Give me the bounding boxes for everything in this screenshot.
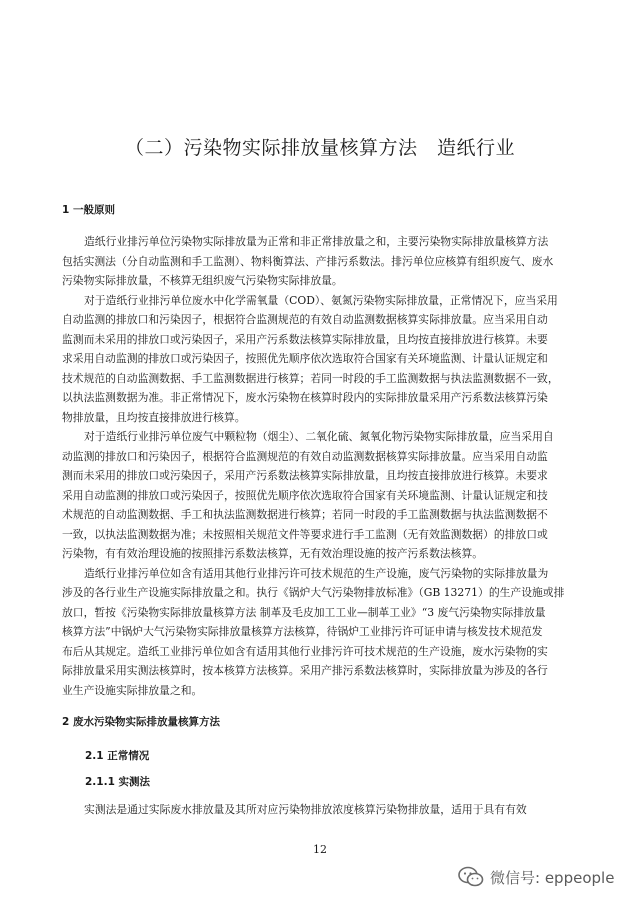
- text-line: 一致，以执法监测数据为准；未按照相关规范文件等要求进行手工监测（无有效监测数据）的排放口或: [62, 527, 548, 541]
- text-line: 监测而未采用的排放口或污染因子，采用产污系数法核算实际排放量，且均按直接排放进行核算。未要: [62, 332, 548, 346]
- section-1-body: [62, 232, 580, 700]
- text-line: 动监测的排放口和污染因子，根据符合监测规范的有效自动监测数据核算实际排放量。应当采用自动监: [62, 449, 548, 463]
- text-line: 术规范的自动监测数据、手工和执法监测数据进行核算；若同一时段的手工监测数据与执法监测数据不: [62, 508, 548, 521]
- text-line: 污染物实际排放量，不核算无组织废气污染物实际排放量。: [62, 274, 343, 287]
- text-line: 包括实测法（分自动监测和手工监测）、物料衡算法、产排污系数法。排污单位应核算有组织废气、废水: [62, 254, 554, 268]
- text-line: 求采用自动监测的排放口或污染因子，按照优先顺序依次选取符合国家有关环境监测、计量认证规定和: [62, 352, 548, 365]
- text-line: 污染物，有有效治理设施的按照排污系数法核算，无有效治理设施的按产污系数法核算。: [62, 547, 484, 560]
- section-2-body: [62, 800, 580, 820]
- text-line: 业生产设施实际排放量之和。: [62, 683, 203, 697]
- page-number: 12: [313, 843, 327, 856]
- text-line: 实测法是通过实际废水排放量及其所对应污染物排放浓度核算污染物排放量，适用于具有有效: [84, 803, 527, 816]
- subsection-2-1-1-heading: 2.1.1 实测法: [85, 776, 151, 788]
- section-1-heading: 1 一般原则: [62, 204, 115, 216]
- page-title: （二）污染物实际排放量核算方法 造纸行业: [124, 137, 515, 159]
- text-line: 造纸行业排污单位污染物实际排放量为正常和非正常排放量之和，主要污染物实际排放量核算方法: [84, 235, 549, 248]
- text-line: 布后从其规定。造纸工业排污单位如含有适用其他行业排污许可技术规范的生产设施，废水污染物的实: [62, 644, 548, 658]
- text-line: 以执法监测数据为准。非正常情况下，废水污染物在核算时段内的实际排放量采用产污系数法核算污染: [62, 391, 548, 404]
- text-line: 涉及的各行业生产设施实际排放量之和。执行《锅炉大气污染物排放标准》（GB 13271）的生产设施或排: [62, 586, 565, 599]
- paragraph-4: [62, 564, 580, 701]
- text-line: 际排放量采用实测法核算时，按本核算方法核算。采用产排污系数法核算时，实际排放量为涉及的各行: [62, 664, 548, 677]
- paragraph-1: [62, 232, 580, 291]
- text-line: 对于造纸行业排污单位废气中颗粒物（烟尘）、二氧化硫、氮氧化物污染物实际排放量，应当采用自: [84, 430, 554, 443]
- section-2-heading: 2 废水污染物实际排放量核算方法: [62, 716, 220, 728]
- paragraph-3: [62, 427, 580, 564]
- subsection-2-1-heading: 2.1 正常情况: [85, 750, 150, 762]
- text-line: 对于造纸行业排污单位废水中化学需氧量（COD）、氨氮污染物实际排放量，正常情况下，应当采用: [84, 293, 558, 307]
- text-line: 测而未采用的排放口或污染因子，采用产污系数法核算实际排放量，且均按直接排放进行核算。未要求: [62, 469, 548, 482]
- text-line: 核算方法”中锅炉大气污染物实际排放量核算方法核算，待锅炉工业排污许可证申请与核发技术规范发: [62, 625, 543, 638]
- wechat-icon: [458, 866, 484, 888]
- text-line: 技术规范的自动监测数据、手工监测数据进行核算；若同一时段的手工监测数据与执法监测数据不一致，: [62, 371, 559, 385]
- text-line: 自动监测的排放口和污染因子，根据符合监测规范的有效自动监测数据核算实际排放量。应当采用自动: [62, 313, 548, 326]
- watermark-text: 微信号: eppeople: [490, 868, 615, 887]
- text-line: 物排放量，且均按直接排放进行核算。: [62, 410, 246, 424]
- text-line: 造纸行业排污单位如含有适用其他行业排污许可技术规范的生产设施，废气污染物的实际排放量为: [84, 566, 549, 580]
- text-line: 放口，暂按《污染物实际排放量核算方法 制革及毛皮加工工业—制革工业》“3 废气污染物实际排放量: [62, 605, 546, 619]
- watermark: [458, 864, 628, 890]
- paragraph-2: [62, 291, 580, 428]
- text-line: 采用自动监测的排放口或污染因子，按照优先顺序依次选取符合国家有关环境监测、计量认证规定和技: [62, 488, 548, 502]
